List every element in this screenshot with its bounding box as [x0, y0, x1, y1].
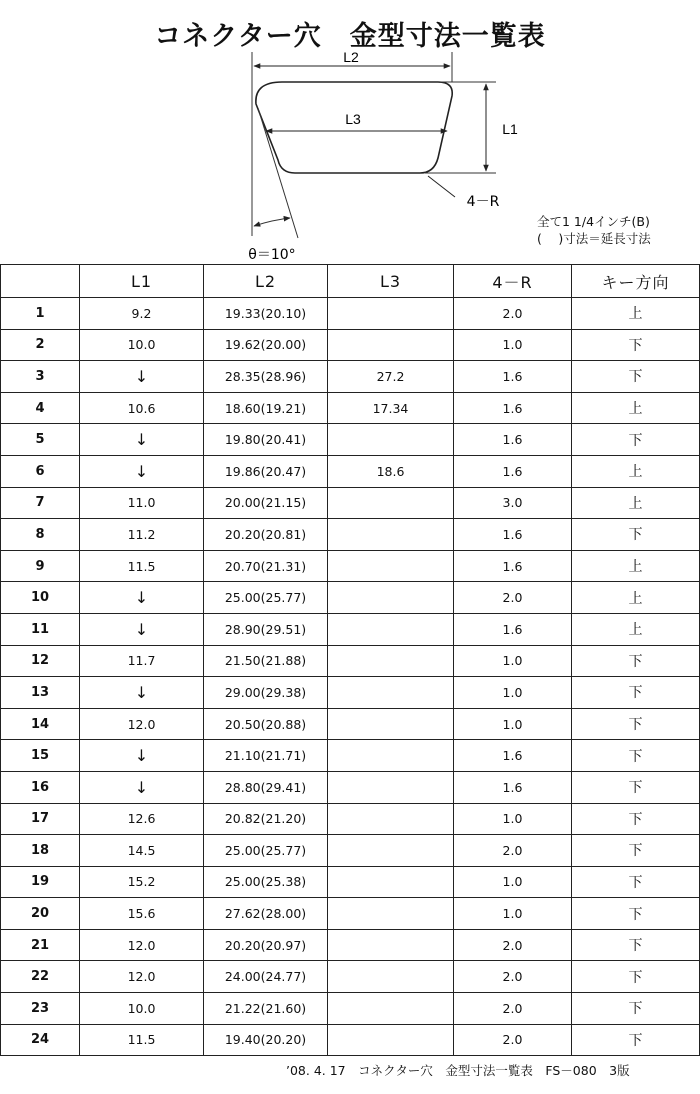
row-number: 7 — [1, 487, 80, 519]
l1-cell: 11.5 — [80, 550, 204, 582]
row-number: 17 — [1, 803, 80, 835]
l2-cell: 20.82(21.20) — [204, 803, 328, 835]
l1-cell: ↓ — [80, 455, 204, 487]
key-direction-cell: 上 — [572, 392, 700, 424]
key-direction-cell: 下 — [572, 708, 700, 740]
key-direction-cell: 下 — [572, 866, 700, 898]
l2-cell: 21.22(21.60) — [204, 993, 328, 1025]
radius-cell: 2.0 — [454, 298, 572, 330]
table-row — [1, 487, 700, 519]
key-direction-cell: 下 — [572, 361, 700, 393]
radius-cell: 1.6 — [454, 392, 572, 424]
row-number: 14 — [1, 708, 80, 740]
table-row — [1, 613, 700, 645]
table-row — [1, 866, 700, 898]
row-number: 3 — [1, 361, 80, 393]
key-direction-cell: 上 — [572, 582, 700, 614]
radius-cell: 1.0 — [454, 645, 572, 677]
l3-cell — [328, 329, 454, 361]
note-extended-dimension: ( )寸法＝延長寸法 — [537, 231, 651, 246]
angle-label: θ＝10° — [248, 247, 296, 263]
l1-cell: ↓ — [80, 771, 204, 803]
l3-cell — [328, 898, 454, 930]
l2-cell: 28.90(29.51) — [204, 613, 328, 645]
l2-cell: 20.20(20.81) — [204, 519, 328, 551]
radius-cell: 1.6 — [454, 424, 572, 456]
l1-cell: 15.2 — [80, 866, 204, 898]
l2-cell: 24.00(24.77) — [204, 961, 328, 993]
row-number: 5 — [1, 424, 80, 456]
l2-cell: 18.60(19.21) — [204, 392, 328, 424]
key-direction-cell: 下 — [572, 1024, 700, 1056]
table-row — [1, 771, 700, 803]
l2-cell: 21.10(21.71) — [204, 740, 328, 772]
radius-cell: 2.0 — [454, 582, 572, 614]
table-row — [1, 1024, 700, 1056]
key-direction-cell: 下 — [572, 771, 700, 803]
l2-label: L2 — [343, 49, 359, 65]
l2-cell: 29.00(29.38) — [204, 677, 328, 709]
row-number: 16 — [1, 771, 80, 803]
radius-cell: 2.0 — [454, 993, 572, 1025]
radius-cell: 2.0 — [454, 961, 572, 993]
radius-cell: 1.6 — [454, 455, 572, 487]
l1-cell: ↓ — [80, 740, 204, 772]
key-direction-cell: 下 — [572, 519, 700, 551]
col-header-l3: L3 — [328, 265, 454, 298]
key-direction-cell: 下 — [572, 329, 700, 361]
table-row — [1, 677, 700, 709]
l1-cell: ↓ — [80, 582, 204, 614]
row-number: 12 — [1, 645, 80, 677]
l2-cell: 20.70(21.31) — [204, 550, 328, 582]
l2-cell: 25.00(25.77) — [204, 835, 328, 867]
l2-cell: 20.20(20.97) — [204, 929, 328, 961]
key-direction-cell: 上 — [572, 298, 700, 330]
table-row — [1, 929, 700, 961]
l1-cell: ↓ — [80, 613, 204, 645]
l1-cell: ↓ — [80, 424, 204, 456]
row-number: 13 — [1, 677, 80, 709]
table-row — [1, 298, 700, 330]
l1-cell: 12.0 — [80, 961, 204, 993]
radius-cell: 1.0 — [454, 677, 572, 709]
l3-cell — [328, 645, 454, 677]
row-number: 19 — [1, 866, 80, 898]
l2-cell: 25.00(25.77) — [204, 582, 328, 614]
l3-cell: 17.34 — [328, 392, 454, 424]
row-number: 21 — [1, 929, 80, 961]
l3-cell — [328, 835, 454, 867]
radius-cell: 1.6 — [454, 740, 572, 772]
l3-cell — [328, 298, 454, 330]
l3-cell: 18.6 — [328, 455, 454, 487]
l3-cell — [328, 708, 454, 740]
l1-cell: 12.6 — [80, 803, 204, 835]
l1-cell: 11.0 — [80, 487, 204, 519]
row-number: 20 — [1, 898, 80, 930]
table-row — [1, 455, 700, 487]
row-number: 2 — [1, 329, 80, 361]
table-row — [1, 361, 700, 393]
l1-cell: 10.0 — [80, 993, 204, 1025]
l2-cell: 20.00(21.15) — [204, 487, 328, 519]
radius-cell: 1.6 — [454, 771, 572, 803]
l2-cell: 28.80(29.41) — [204, 771, 328, 803]
radius-cell: 1.0 — [454, 708, 572, 740]
row-number: 15 — [1, 740, 80, 772]
table-header-row — [1, 265, 700, 298]
radius-cell: 1.6 — [454, 613, 572, 645]
table-row — [1, 740, 700, 772]
l3-cell — [328, 993, 454, 1025]
col-header-key-direction: キー方向 — [572, 265, 700, 298]
radius-cell: 2.0 — [454, 835, 572, 867]
table-row — [1, 550, 700, 582]
l3-cell — [328, 866, 454, 898]
key-direction-cell: 上 — [572, 613, 700, 645]
l1-cell: 14.5 — [80, 835, 204, 867]
table-row — [1, 329, 700, 361]
table-row — [1, 993, 700, 1025]
l1-cell: 10.6 — [80, 392, 204, 424]
trapezoid-outline — [256, 82, 452, 173]
table-row — [1, 961, 700, 993]
radius-leader-line — [428, 176, 455, 197]
l1-cell: 11.2 — [80, 519, 204, 551]
row-number: 6 — [1, 455, 80, 487]
l2-cell: 21.50(21.88) — [204, 645, 328, 677]
dimension-table — [0, 264, 700, 1056]
l1-cell: ↓ — [80, 677, 204, 709]
table-row — [1, 519, 700, 551]
table-row — [1, 645, 700, 677]
radius-cell: 1.0 — [454, 866, 572, 898]
table-row — [1, 898, 700, 930]
l1-cell: 12.0 — [80, 708, 204, 740]
key-direction-cell: 下 — [572, 803, 700, 835]
col-header-l1: L1 — [80, 265, 204, 298]
table-row — [1, 835, 700, 867]
l2-cell: 19.62(20.00) — [204, 329, 328, 361]
key-direction-cell: 上 — [572, 550, 700, 582]
row-number: 18 — [1, 835, 80, 867]
radius-cell: 2.0 — [454, 929, 572, 961]
l3-label: L3 — [345, 111, 361, 127]
l3-cell — [328, 550, 454, 582]
row-number: 22 — [1, 961, 80, 993]
key-direction-cell: 下 — [572, 835, 700, 867]
l3-cell — [328, 582, 454, 614]
row-number: 24 — [1, 1024, 80, 1056]
radius-cell: 1.6 — [454, 361, 572, 393]
l1-cell: ↓ — [80, 361, 204, 393]
row-number: 8 — [1, 519, 80, 551]
l2-cell: 20.50(20.88) — [204, 708, 328, 740]
l2-cell: 28.35(28.96) — [204, 361, 328, 393]
l3-cell: 27.2 — [328, 361, 454, 393]
l2-cell: 19.40(20.20) — [204, 1024, 328, 1056]
l3-cell — [328, 771, 454, 803]
radius-label: 4－R — [466, 194, 500, 210]
page-title: コネクター穴 金型寸法一覧表 — [154, 21, 546, 52]
l1-cell: 15.6 — [80, 898, 204, 930]
l3-cell — [328, 961, 454, 993]
key-direction-cell: 下 — [572, 677, 700, 709]
row-number: 10 — [1, 582, 80, 614]
table-row — [1, 392, 700, 424]
table-row — [1, 424, 700, 456]
note-inch-size: 全て1 1/4インチ(B) — [537, 214, 650, 229]
key-direction-cell: 下 — [572, 898, 700, 930]
document-footer: ’08. 4. 17 コネクター穴 金型寸法一覧表 FS－080 3版 — [286, 1063, 630, 1078]
table-row — [1, 582, 700, 614]
radius-cell: 1.0 — [454, 803, 572, 835]
table-row — [1, 803, 700, 835]
l3-cell — [328, 487, 454, 519]
l3-cell — [328, 740, 454, 772]
key-direction-cell: 上 — [572, 455, 700, 487]
key-direction-cell: 下 — [572, 993, 700, 1025]
l2-cell: 25.00(25.38) — [204, 866, 328, 898]
key-direction-cell: 下 — [572, 929, 700, 961]
l2-cell: 19.33(20.10) — [204, 298, 328, 330]
key-direction-cell: 下 — [572, 645, 700, 677]
row-number: 1 — [1, 298, 80, 330]
l1-label: L1 — [502, 121, 518, 137]
row-number: 9 — [1, 550, 80, 582]
l3-cell — [328, 1024, 454, 1056]
l2-cell: 19.86(20.47) — [204, 455, 328, 487]
l2-cell: 19.80(20.41) — [204, 424, 328, 456]
radius-cell: 1.0 — [454, 329, 572, 361]
l3-cell — [328, 613, 454, 645]
l2-cell: 27.62(28.00) — [204, 898, 328, 930]
table-row — [1, 708, 700, 740]
col-header-no — [1, 265, 80, 298]
row-number: 11 — [1, 613, 80, 645]
l3-cell — [328, 677, 454, 709]
row-number: 4 — [1, 392, 80, 424]
radius-cell: 1.0 — [454, 898, 572, 930]
l1-cell: 11.7 — [80, 645, 204, 677]
l1-cell: 9.2 — [80, 298, 204, 330]
row-number: 23 — [1, 993, 80, 1025]
l1-cell: 12.0 — [80, 929, 204, 961]
col-header-radius: 4－R — [454, 265, 572, 298]
radius-cell: 1.6 — [454, 519, 572, 551]
radius-cell: 3.0 — [454, 487, 572, 519]
l1-cell: 10.0 — [80, 329, 204, 361]
l3-cell — [328, 519, 454, 551]
col-header-l2: L2 — [204, 265, 328, 298]
l3-cell — [328, 803, 454, 835]
l1-cell: 11.5 — [80, 1024, 204, 1056]
l3-cell — [328, 424, 454, 456]
key-direction-cell: 下 — [572, 961, 700, 993]
key-direction-cell: 下 — [572, 740, 700, 772]
l3-cell — [328, 929, 454, 961]
radius-cell: 1.6 — [454, 550, 572, 582]
key-direction-cell: 上 — [572, 487, 700, 519]
radius-cell: 2.0 — [454, 1024, 572, 1056]
key-direction-cell: 下 — [572, 424, 700, 456]
